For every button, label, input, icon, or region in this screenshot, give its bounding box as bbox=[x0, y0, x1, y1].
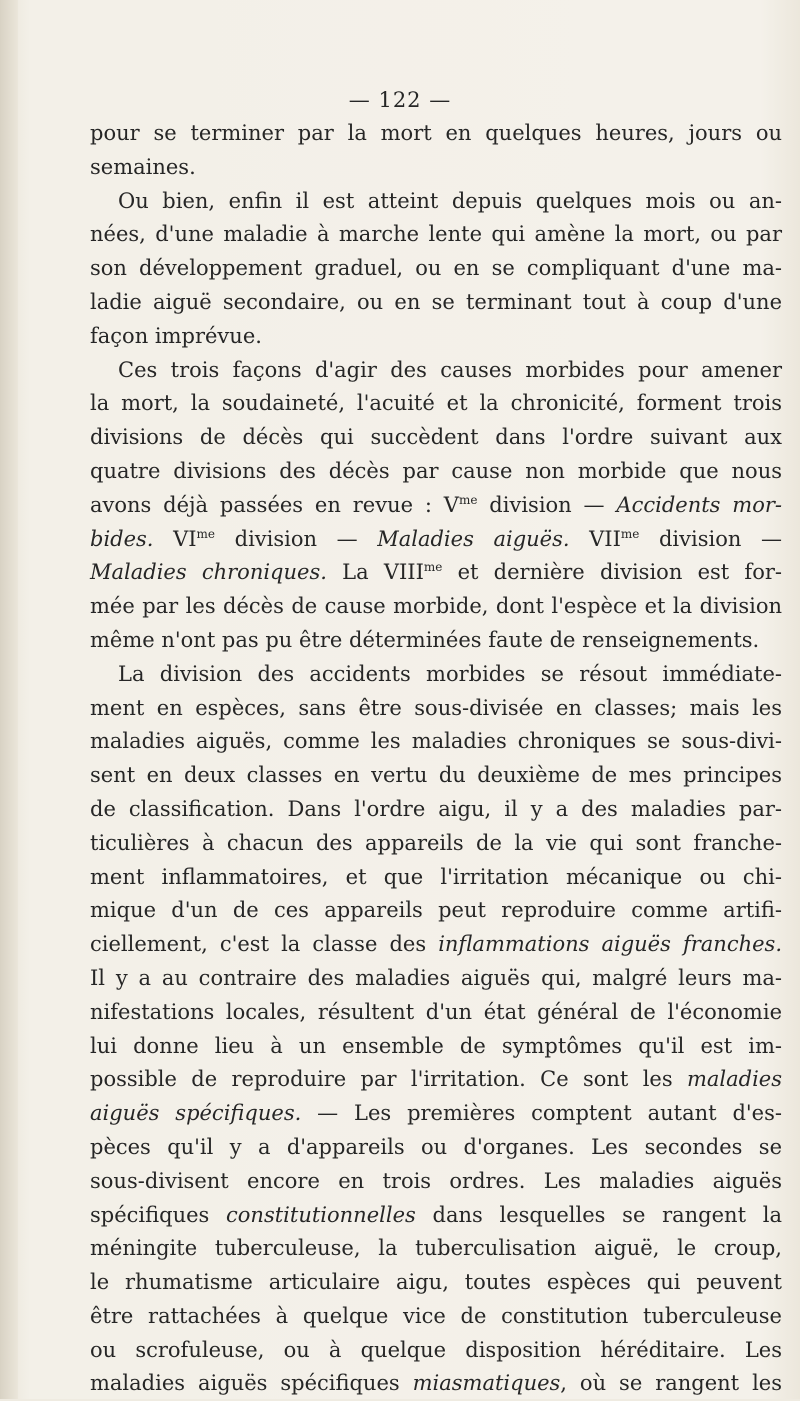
text-run: lui donne lieu à un ensemble de symptômes qu'il est im- bbox=[90, 1033, 782, 1058]
text-line bbox=[90, 1030, 782, 1064]
text-run: La division des accidents morbides se résout immédiate- bbox=[118, 661, 782, 686]
text-run: spécifiques bbox=[90, 1202, 227, 1227]
text-run: semaines. bbox=[90, 154, 196, 179]
text-run: maladies aiguës spécifiques bbox=[90, 1371, 413, 1396]
text-line bbox=[90, 962, 782, 996]
text-run: ou scrofuleuse, ou à quelque disposition héréditaire. Les bbox=[90, 1337, 782, 1362]
text-run: et dernière division est for- bbox=[442, 560, 782, 585]
italic-run: aiguës spécifiques. bbox=[90, 1101, 302, 1126]
text-line bbox=[90, 692, 782, 726]
text-line bbox=[90, 151, 782, 185]
text-line bbox=[90, 624, 782, 658]
text-run: être rattachées à quelque vice de constitution tuberculeuse bbox=[90, 1303, 782, 1328]
text-run: divisions de décès qui succèdent dans l'ordre suivant aux bbox=[90, 425, 782, 450]
text-run: avons déjà passées en revue : V bbox=[90, 492, 459, 517]
text-run: pèces qu'il y a d'appareils ou d'organes. Les secondes se bbox=[90, 1134, 782, 1159]
text-run: mique d'un de ces appareils peut reproduire comme artifi- bbox=[90, 898, 782, 923]
italic-run: bides. bbox=[90, 526, 154, 551]
text-run: Il y a au contraire des maladies aiguës qui, malgré leurs ma- bbox=[90, 965, 782, 990]
text-run: le rhumatisme articulaire aigu, toutes espèces qui peuvent bbox=[90, 1270, 782, 1295]
text-line bbox=[90, 1367, 782, 1401]
page-number: — 122 — bbox=[348, 88, 452, 112]
text-run: division — bbox=[477, 492, 617, 517]
italic-run: Maladies chroniques. bbox=[90, 560, 327, 585]
text-run: son développement graduel, ou en se compliquant d'une ma- bbox=[90, 256, 782, 281]
text-line bbox=[90, 523, 782, 557]
italic-run: Accidents mor- bbox=[616, 492, 782, 517]
text-line bbox=[90, 252, 782, 286]
text-line bbox=[90, 489, 782, 523]
text-run: ciellement, c'est la classe des bbox=[90, 932, 439, 957]
text-run: possible de reproduire par l'irritation. Ce sont les bbox=[90, 1067, 687, 1092]
text-run: La VIII bbox=[326, 560, 424, 585]
superscript: me bbox=[620, 526, 640, 541]
body-text bbox=[90, 117, 782, 1401]
text-line bbox=[90, 1232, 782, 1266]
text-run: , où se rangent les bbox=[560, 1371, 782, 1396]
text-run: dans lesquelles se rangent la bbox=[415, 1202, 782, 1227]
text-run: méningite tuberculeuse, la tuberculisation aiguë, le croup, bbox=[90, 1236, 782, 1261]
text-line bbox=[90, 996, 782, 1030]
text-line bbox=[90, 286, 782, 320]
text-line bbox=[90, 1199, 782, 1233]
text-line bbox=[90, 421, 782, 455]
text-line bbox=[90, 1131, 782, 1165]
text-run: mée par les décès de cause morbide, dont l'espèce et la division bbox=[90, 594, 782, 619]
text-line bbox=[90, 928, 782, 962]
text-line bbox=[90, 861, 782, 895]
superscript: me bbox=[423, 560, 443, 575]
text-line bbox=[90, 658, 782, 692]
text-run: VI bbox=[153, 526, 197, 551]
text-run: sous-divisent encore en trois ordres. Les maladies aiguës bbox=[90, 1168, 782, 1193]
text-line bbox=[90, 556, 782, 590]
text-line bbox=[90, 455, 782, 489]
text-line bbox=[90, 354, 782, 388]
italic-run: Maladies aiguës. bbox=[377, 526, 570, 551]
italic-run: miasmatiques bbox=[412, 1371, 561, 1396]
superscript: me bbox=[196, 526, 216, 541]
text-run: sent en deux classes en vertu du deuxième de mes principes bbox=[90, 763, 782, 788]
text-run: même n'ont pas pu être déterminées faute de renseignements. bbox=[90, 627, 760, 652]
text-line bbox=[90, 827, 782, 861]
text-line bbox=[90, 387, 782, 421]
italic-run: inflammations aiguës franches. bbox=[438, 932, 782, 957]
text-run: ticulières à chacun des appareils de la vie qui sont franche- bbox=[90, 830, 782, 855]
text-line bbox=[90, 117, 782, 151]
text-line bbox=[90, 218, 782, 252]
superscript: me bbox=[458, 492, 478, 507]
text-run: VII bbox=[569, 526, 621, 551]
text-line bbox=[90, 1063, 782, 1097]
italic-run: constitutionnelles bbox=[226, 1202, 416, 1227]
text-line bbox=[90, 1165, 782, 1199]
text-run: la mort, la soudaineté, l'acuité et la chronicité, forment trois bbox=[90, 391, 782, 416]
text-run: division — bbox=[215, 526, 378, 551]
text-run: ment inflammatoires, et que l'irritation mécanique ou chi- bbox=[90, 864, 782, 889]
text-run: pour se terminer par la mort en quelques heures, jours ou bbox=[90, 121, 782, 145]
text-line bbox=[90, 320, 782, 354]
text-run: façon imprévue. bbox=[90, 323, 262, 348]
text-run: Ou bien, enfin il est atteint depuis quelques mois ou an- bbox=[118, 188, 782, 213]
text-run: division — bbox=[639, 526, 782, 551]
italic-run: maladies bbox=[686, 1067, 782, 1092]
text-run: quatre divisions des décès par cause non morbide que nous bbox=[90, 458, 782, 483]
text-line bbox=[90, 185, 782, 219]
text-line bbox=[90, 759, 782, 793]
text-run: maladies aiguës, comme les maladies chroniques se sous-divi- bbox=[90, 729, 782, 754]
text-line bbox=[90, 1334, 782, 1368]
text-run: de classification. Dans l'ordre aigu, il y a des maladies par- bbox=[90, 796, 782, 821]
text-run: Ces trois façons d'agir des causes morbides pour amener bbox=[118, 357, 782, 382]
text-line bbox=[90, 1097, 782, 1131]
text-line bbox=[90, 894, 782, 928]
text-run: nifestations locales, résultent d'un état général de l'économie bbox=[90, 999, 782, 1024]
text-line bbox=[90, 590, 782, 624]
text-line bbox=[90, 793, 782, 827]
text-run: ment en espèces, sans être sous-divisée en classes; mais les bbox=[90, 695, 782, 720]
text-run: nées, d'une maladie à marche lente qui amène la mort, ou par bbox=[90, 222, 782, 247]
text-line bbox=[90, 1266, 782, 1300]
text-line bbox=[90, 725, 782, 759]
text-run: ladie aiguë secondaire, ou en se terminant tout à coup d'une bbox=[90, 289, 782, 314]
page-binding-edge bbox=[0, 0, 18, 1399]
text-run: — Les premières comptent autant d'es- bbox=[301, 1101, 782, 1126]
text-line bbox=[90, 1300, 782, 1334]
